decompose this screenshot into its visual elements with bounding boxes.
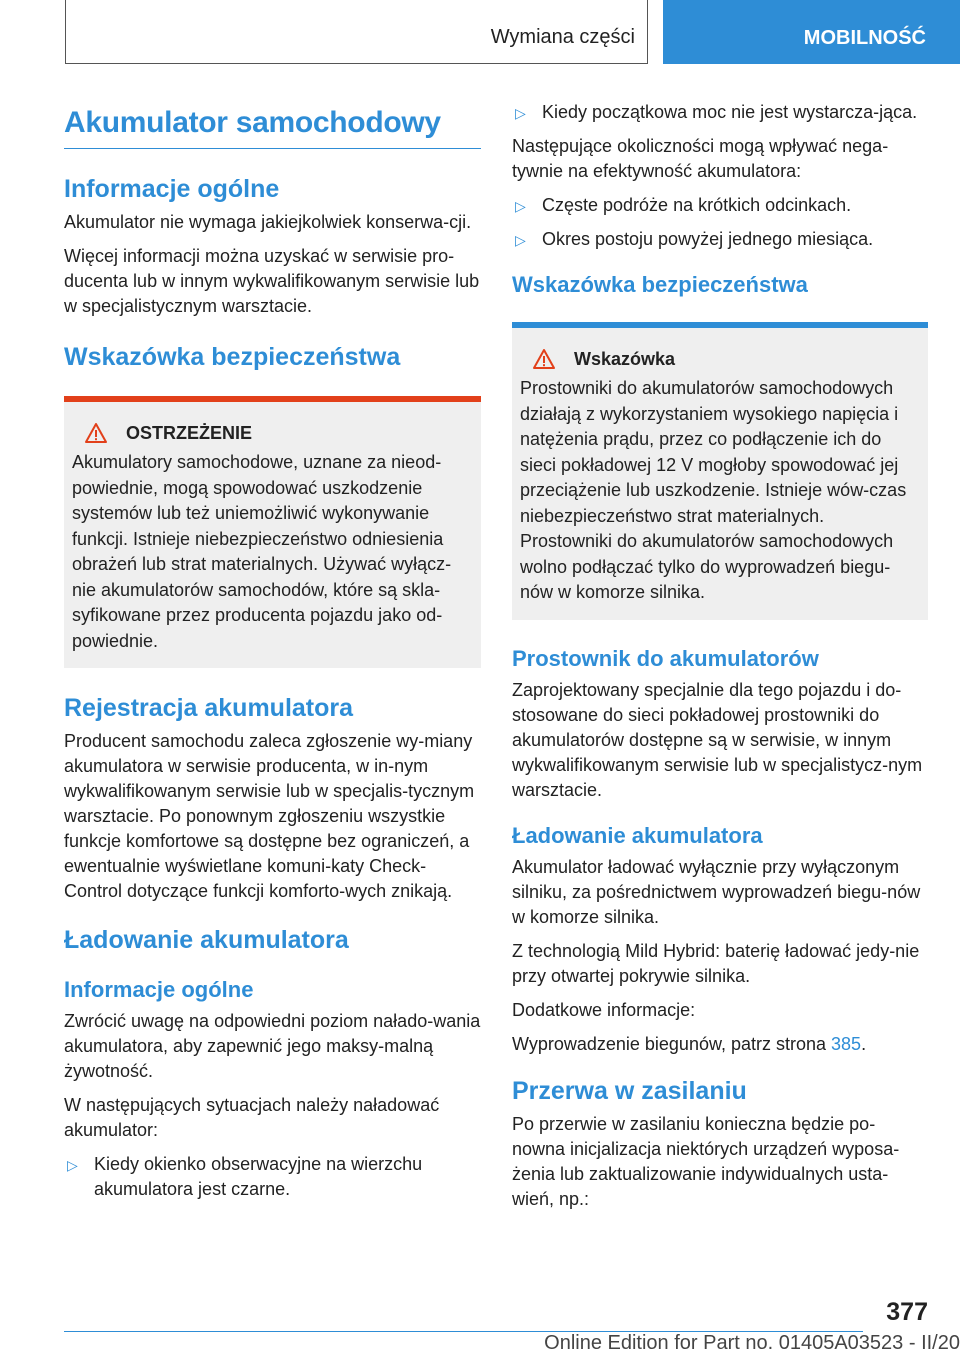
- warning-text: Akumulatory samochodowe, uznane za nieod-powiednie, mogą spowodować uszkodzenie systemów lub też uniemożliwić wykonywanie funkcji. Istnieje niebezpieczeństwo odniesienia obrażeń lub strat materialnych. Używać wyłącz-nie akumulatorów samochodów, które są skla-syfikowane przez producenta pojazdu jako od-powiednie.: [72, 452, 452, 651]
- list-item-text: Częste podróże na krótkich odcinkach.: [542, 195, 852, 215]
- list-item-text: Kiedy okienko obserwacyjne na wierzchu akumulatora jest czarne.: [94, 1154, 423, 1199]
- note-title: Wskazówka: [574, 348, 676, 369]
- warning-header: [72, 422, 469, 444]
- registration-heading: Rejestracja akumulatora: [64, 694, 354, 722]
- general-info-paragraph-1: Akumulator nie wymaga jakiejkolwiek konserwa-cji.: [64, 212, 472, 232]
- page-number: 377: [886, 1298, 928, 1326]
- charging-right-paragraph-1: Akumulator ładować wyłącznie przy wyłączonym silniku, za pośrednictwem wyprowadzeń biegu-nów w komorze silnika.: [512, 856, 921, 927]
- right-column: [512, 100, 928, 1221]
- interruption-text: Po przerwie w zasilaniu konieczna będzie po-nowna inicjalizacja niektórych urządzeń wyposa-żenia lub zaktualizowanie indywidualnych usta-wień, np.:: [512, 1113, 900, 1209]
- warning-triangle-icon: [532, 348, 556, 370]
- cross-reference-prefix: Wyprowadzenie biegunów, patrz strona: [512, 1033, 832, 1054]
- left-column: [64, 100, 481, 1211]
- cross-reference-suffix: .: [861, 1033, 867, 1054]
- charging-paragraph-1: Zwrócić uwagę na odpowiedni poziom nałado-wania akumulatora, aby zapewnić jego maksy-malną żywotność.: [64, 1011, 481, 1081]
- warning-box: [64, 396, 481, 668]
- triangle-bullet-icon: ▷: [67, 1157, 78, 1173]
- charger-text: Zaprojektowany specjalnie dla tego pojazdu i do-stosowane do sieci pokładowej prostowniki do akumulatorów dostępne są w serwisie, w innym wykwalifikowanym serwisie lub w specjalistycz-nym warsztacie.: [512, 679, 923, 800]
- note-box: [512, 322, 928, 620]
- triangle-bullet-icon: ▷: [515, 105, 526, 121]
- warning-title: OSTRZEŻENIE: [126, 422, 253, 443]
- charging-paragraph-2: W następujących sytuacjach należy naładować akumulator:: [64, 1095, 440, 1140]
- factors-intro: Następujące okoliczności mogą wpływać nega-tywnie na efektywność akumulatora:: [512, 136, 889, 181]
- list-item: [512, 193, 928, 218]
- charging-general-heading: Informacje ogólne: [64, 977, 254, 1002]
- charging-heading-left: Ładowanie akumulatora: [64, 926, 349, 954]
- header-section-title: Wymiana części: [490, 26, 635, 48]
- safety-heading-right: Wskazówka bezpieczeństwa: [512, 272, 808, 297]
- registration-text: Producent samochodu zaleca zgłoszenie wy-miany akumulatora w serwisie producenta, w in-nym wykwalifikowanym serwisie lub w specjalis-tycznym warsztacie. Po ponownym zgłoszeniu wszystkie funkcje komfortowe są dostępne bez ograniczeń, a ewentualnie wyświetlane komuni-katy Check-Control dotyczące funkcji komforto-wych znikają.: [64, 731, 475, 901]
- warning-triangle-icon: [84, 422, 108, 444]
- note-text: Prostowniki do akumulatorów samochodowych działają z wykorzystaniem wysokiego napięcia i natężenia prądu, przez co podłączenie ich do sieci pokładowej 12 V mogłoby spowodować jej przeciążenie lub uszkodzenie. Istnieje wów-czas niebezpieczeństwo strat materialnych. Prostowniki do akumulatorów samochodowych wolno podłączać tylko do wyprowadzeń biegu-nów w komorze silnika.: [520, 378, 907, 602]
- header-chapter-tab[interactable]: [663, 0, 960, 64]
- list-item: [512, 227, 928, 252]
- list-item-text: Okres postoju powyżej jednego miesiąca.: [542, 229, 874, 249]
- page-title: Akumulator samochodowy: [64, 106, 441, 139]
- note-header: [520, 348, 916, 370]
- header-chapter-label: MOBILNOŚĆ: [803, 27, 926, 49]
- title-divider: [64, 148, 481, 149]
- charger-heading: Prostownik do akumulatorów: [512, 645, 819, 671]
- charging-right-paragraph-2: Z technologią Mild Hybrid: baterię ładować jedy-nie przy otwartej pokrywie silnika.: [512, 940, 920, 986]
- charging-right-paragraph-3: Dodatkowe informacje:: [512, 999, 696, 1020]
- general-info-heading: Informacje ogólne: [64, 175, 280, 203]
- triangle-bullet-icon: ▷: [515, 198, 526, 214]
- list-item: [512, 100, 928, 125]
- list-item-text: Kiedy początkowa moc nie jest wystarcza-jąca.: [542, 102, 918, 122]
- page-link[interactable]: 385: [831, 1033, 862, 1054]
- interruption-heading: Przerwa w zasilaniu: [512, 1076, 747, 1105]
- charging-heading-right: Ładowanie akumulatora: [512, 822, 763, 848]
- charging-right-paragraph-4: [512, 1032, 928, 1057]
- safety-heading-left: Wskazówka bezpieczeństwa: [64, 343, 401, 371]
- general-info-paragraph-2: Więcej informacji można uzyskać w serwisie pro-ducenta lub w innym wykwalifikowanym serwisie lub w specjalistycznym warsztacie.: [64, 246, 480, 316]
- footer-edition: Online Edition for Part no. 01405A03523 - II/20: [544, 1332, 960, 1354]
- list-item: [64, 1152, 481, 1202]
- triangle-bullet-icon: ▷: [515, 232, 526, 248]
